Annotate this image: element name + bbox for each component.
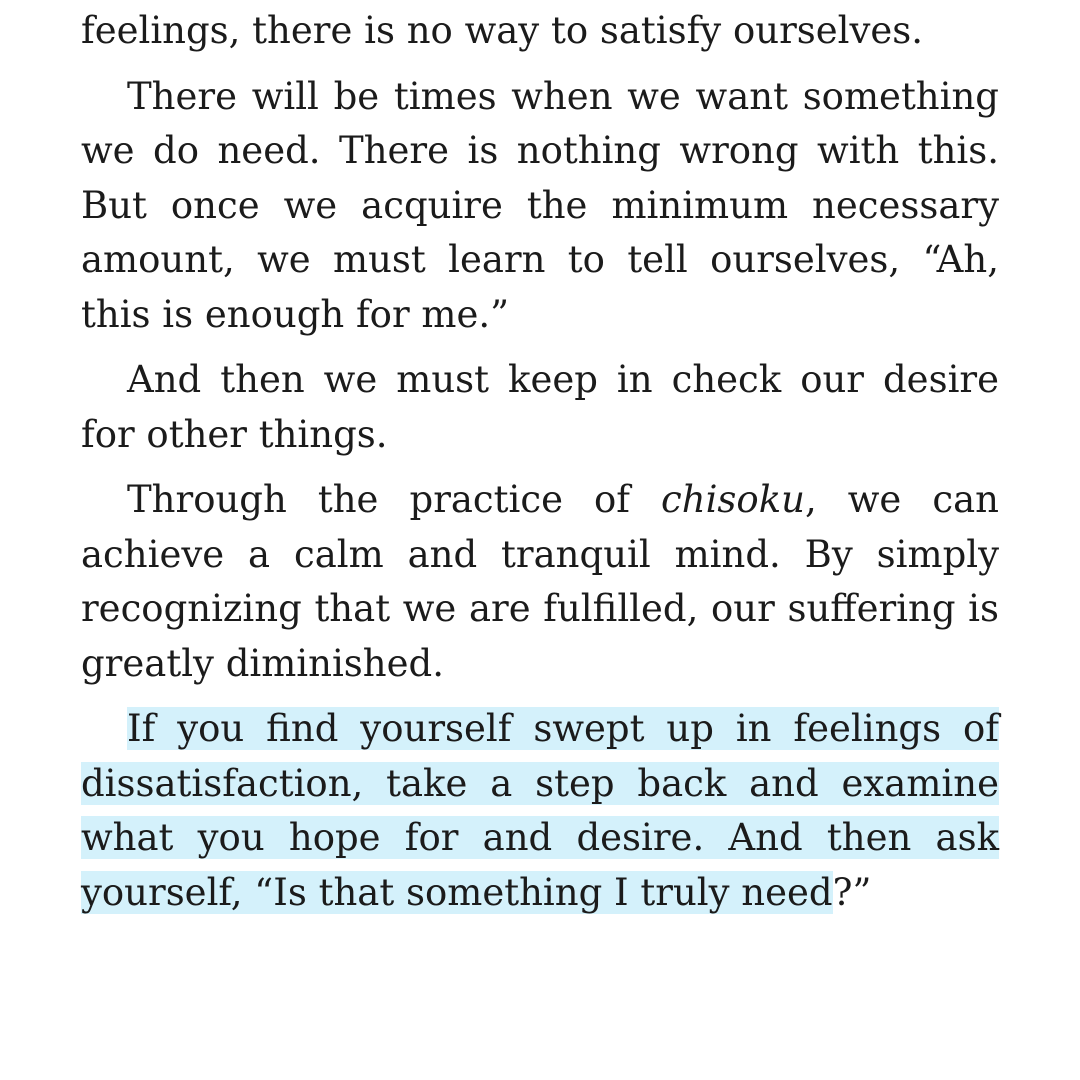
paragraph-highlighted[interactable] — [81, 702, 999, 920]
paragraph-need: There will be times when we want something we do need. There is nothing wrong with this. But once we acquire the minimum necessary amount, we must learn to tell ourselves, “Ah, this is enough for me.” — [81, 74, 999, 336]
paragraph-chisoku — [81, 473, 999, 691]
chisoku-term: chisoku — [661, 478, 805, 521]
paragraph-desire: And then we must keep in check our desire for other things. — [81, 358, 999, 456]
paragraph-continuation: feelings, there is no way to satisfy ourselves. — [81, 9, 924, 52]
book-page — [81, 4, 999, 920]
highlighted-passage[interactable]: If you find yourself swept up in feelings of dissatisfaction, take a step back and examine what you hope for and desire. And then ask yourself, “Is that something I truly need — [81, 707, 999, 914]
chisoku-text-after: , we can achieve a calm and tranquil mind. By simply recognizing that we are fulfilled, our suffering is greatly diminished. — [81, 478, 999, 685]
passage-tail: ?” — [832, 870, 872, 914]
chisoku-text-before: Through the practice of — [127, 478, 662, 521]
